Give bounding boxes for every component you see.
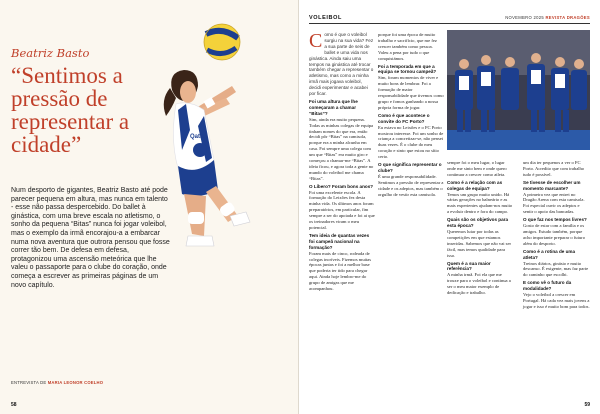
match-photo — [447, 30, 590, 150]
question: Foi a temporada em que a equipa se tornou campeã? — [378, 63, 437, 75]
qa-block — [378, 64, 444, 111]
article-column-1 — [309, 32, 375, 294]
answer: A minha irmã. Foi ela que me trouxe para o voleibol e continua a ser o meu maior exemplo de dedicação e trabalho. — [447, 272, 511, 296]
question: O Líbero? Foram bons anos? — [309, 183, 374, 189]
qa-block — [447, 180, 513, 215]
qa-block — [447, 160, 513, 178]
qa-block — [378, 162, 444, 197]
qa-block — [309, 184, 375, 231]
byline-name: MARIA LEONOR COELHO — [47, 380, 104, 385]
answer: porque foi uma época de muito trabalho e sacrifício, que me fez crescer também como pessoa. Valeu a pena por tudo o que conquistámos. — [378, 32, 437, 61]
question: Como é a relação com as colegas de equipa? — [447, 179, 503, 191]
article-column-4 — [523, 160, 590, 312]
left-page — [0, 0, 299, 414]
volleyball-ball — [204, 24, 240, 60]
answer: Sim, ainda era muito pequena. Todas as minhas colegas de equipa tinham nomes do que era, então decidi pôr “Bitas” na camisola, porque era a minha alcunha em casa. Foi sempre uma colega com um que “Bitas” era muito giro e começou a chamar-me “Bitas”. A ideia ficou, e agora toda a gente no mundo do voleibol me chama “Bitas”. — [309, 116, 374, 181]
qa-block — [523, 217, 590, 247]
answer: Sim, foram momentos de viver e muito bons de lembrar. Foi a formação de maior responsabilidade que tivemos como grupo e fomos ganhando a nossa própria forma de jogar. — [378, 75, 444, 110]
lead-paragraph: Num desporto de gigantes, Beatriz Basto até pode parecer pequena em altura, mas nunca em talento - esse não passa despercebido. Do ballet à ginástica, com uma breve escala no atletismo, o sonho da pequena “Bitas” nunca foi jogar voleibol, mas o exemplo da irmã encorajou-a a embarcar numa nova aventura que outrora pensou que fosse correr tão bem. De defesa em defesa, protagonizou uma ascensão meteórica que lhe valeu o passaporte para o clube do coração, onde começa a escrever as primeiras páginas de um novo capítulo. — [11, 187, 170, 289]
intro-text: omo é que o voleibol surgiu na sua vida? Fez a sua parte de seis de ballet e uma vida nos ginástica. Ainda saiu uma tempos na ginástica até trocar também chegar a representar o atletismo, mas como a minha irmã mais jogava voleibol, decidi experimentar e acabei por ficar. — [309, 32, 374, 97]
byline — [11, 380, 103, 385]
qa-block — [523, 249, 590, 279]
magazine-brand: REVISTA DRAGÕES — [545, 15, 590, 20]
qa-block — [523, 160, 590, 178]
drop-cap: C — [309, 30, 323, 52]
answer: Foram mais de cinco, rodeada de colegas incríveis. Fizemos muitas épocas juntas e foi a melhor base que poderia ter tido para chegar aqui. Ainda hoje lembro-me do grupo de amigas que me acompanhou. — [309, 250, 372, 292]
running-header — [309, 15, 590, 24]
article-column-3 — [447, 160, 513, 298]
qa-block — [523, 180, 590, 215]
answer: É uma grande responsabilidade. Sentimos a pressão de representar a cidade e os adeptos, mas também o orgulho de vestir esta camisola. — [378, 173, 444, 197]
answer: A primeira vez que entrei no Dragão Arena com esta camisola. Foi especial ouvir os adeptos e sentir o apoio das bancadas. — [523, 191, 585, 215]
answer: Eu estava no Leixões e o FC Porto mostrou interesse. Foi um sonho de criança a concretizar-se, não pensei duas vezes. É o clube do meu coração e sinto que estou no sítio certo. — [378, 124, 444, 160]
answer: Gosto de estar com a família e os amigos. Estudo também, porque acho importante preparar o futuro além do desporto. — [523, 223, 585, 246]
author-name: Beatriz Basto — [11, 46, 90, 60]
qa-block — [378, 32, 444, 62]
issue-date: NOVEMBRO 2025 — [505, 15, 544, 20]
answer: Foi uma excelente escola. A formação do Leixões fez desta minha vida. Os últimos anos foram preparatórios, em particular, fim sempre a ser do apoiada e foi ai que os treinadores viram o meu potencial. — [309, 189, 375, 230]
answer: Queremos lutar por todas as competições em que estamos inseridas. Sabemos que não vai ser fácil, mas temos qualidade para isso. — [447, 228, 512, 258]
intro-paragraph — [309, 32, 375, 97]
qa-block — [447, 261, 513, 296]
team-huddle-illustration — [447, 30, 590, 150]
answer: Temos um grupo muito unido. Há várias gerações no balneário e as mais experientes ajudam-nos muito a evoluir dentro e fora do campo. — [447, 191, 513, 215]
answer: Treinos diários, ginásio e muito descanso. É exigente, mas faz parte do caminho que escolhi. — [523, 260, 589, 278]
page-number-left: 58 — [11, 402, 17, 408]
answer: sempre foi o meu lugar, o lugar onde me sinto bem e onde quero continuar a crescer como atleta. — [447, 160, 507, 177]
page-number-right: 59 — [584, 402, 590, 408]
answer: um dia ter pequenos a ver o FC Porto. Acredito que com trabalho tudo é possível. — [523, 160, 585, 177]
question: Se tivesse de escolher um momento marcante? — [523, 179, 581, 191]
article-column-2 — [378, 32, 444, 199]
question: Tem ideia de quantas vezes foi campeã nacional na formação? — [309, 232, 370, 250]
svg-text:Qatar: Qatar — [190, 134, 206, 140]
section-label: VOLEIBOL — [309, 15, 342, 21]
issue-info — [505, 15, 590, 20]
question: O que faz nos tempos livres? — [523, 217, 587, 223]
qa-block — [523, 280, 590, 310]
answer: Vejo o voleibol a crescer em Portugal. Há cada vez mais jovens a jogar e isso é muito bom para todos. — [523, 292, 590, 309]
question: Como é que acontece o convite do FC Porto? — [378, 112, 430, 124]
question: E como vê o futuro da modalidade? — [523, 280, 572, 292]
qa-block — [447, 217, 513, 258]
question: Quais são os objetivos para esta época? — [447, 217, 509, 229]
right-page — [299, 0, 600, 414]
headline: “Sentimos a pressão de representar a cidade” — [11, 63, 130, 157]
qa-block — [309, 99, 375, 182]
question: Quem é a sua maior referência? — [447, 260, 491, 272]
byline-label: ENTREVISTA DE — [11, 380, 47, 385]
question: Como é a rotina de uma atleta? — [523, 248, 576, 260]
question: O que significa representar o clube? — [378, 162, 442, 173]
qa-block — [378, 113, 444, 160]
question: Foi uma altura que lhe começaram a chamar “Bitas”? — [309, 98, 358, 116]
qa-block — [309, 233, 375, 292]
